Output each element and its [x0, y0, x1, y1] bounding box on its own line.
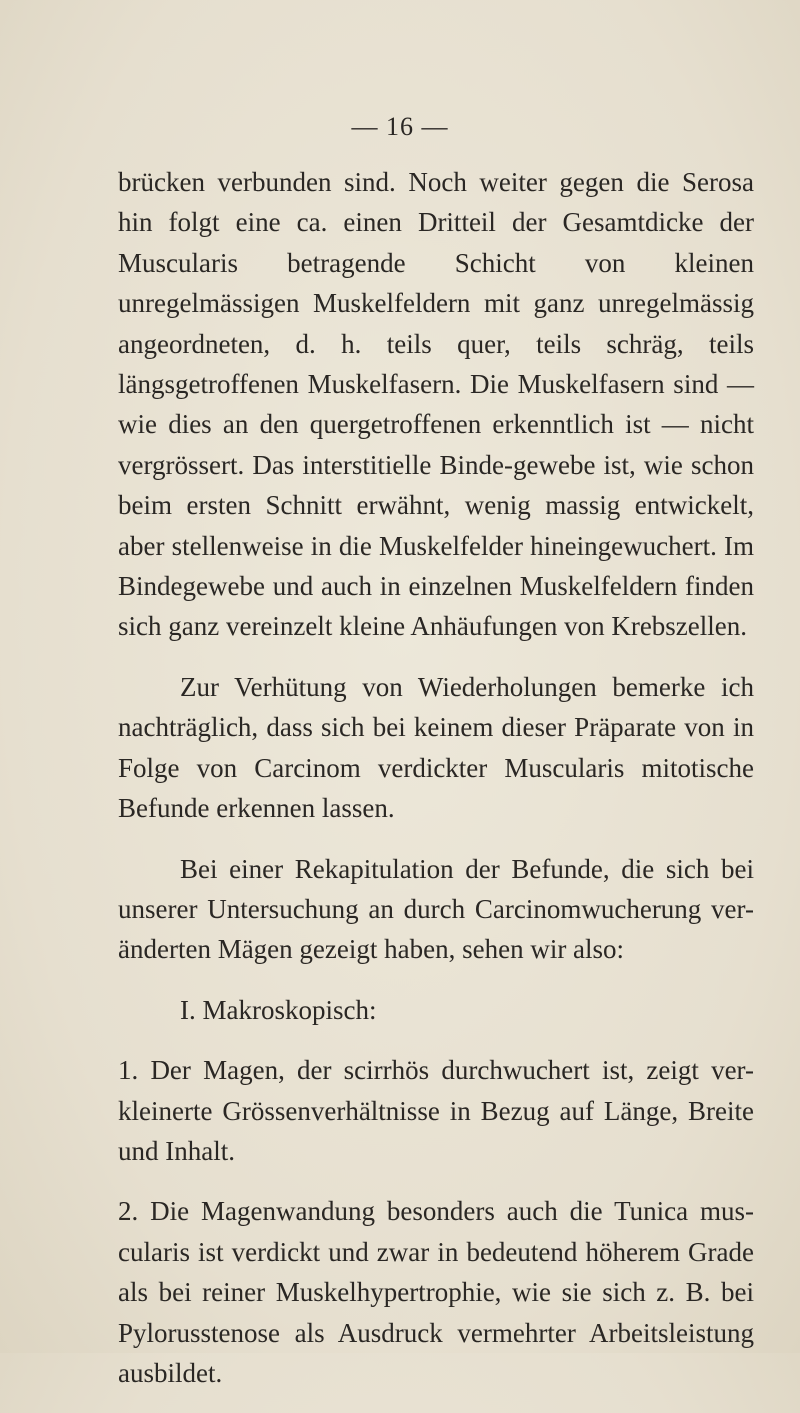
section-heading: I. Makroskopisch: — [180, 994, 377, 1025]
list-item-number: 1. — [118, 1055, 151, 1086]
paragraph-remark: Zur Verhütung von Wiederholungen bemerke ich nachträglich, dass sich bei keinem dieser Präparate von in Folge von Carcinom verdickter Muscularis mitotische Befunde erkennen lassen. — [118, 671, 754, 824]
page-number: — 16 — — [351, 112, 449, 141]
paragraph-recapitulation: Bei einer Rekapitulation der Befunde, die sich bei unserer Untersuchung an durch Carcinomwucherung ver-änderten Mägen gezeigt haben, sehen wir also: — [118, 853, 754, 965]
list-item-number: 2. — [118, 1196, 151, 1227]
list-item-text: Der Magen, der scirrhös durchwuchert ist, zeigt ver-kleinerte Grössenverhältnisse in Bezug auf Länge, Breite und Inhalt. — [118, 1055, 754, 1166]
body-text — [118, 162, 754, 1413]
paragraph-continuation: brücken verbunden sind. Noch weiter gegen die Serosa hin folgt eine ca. einen Dritteil der Gesamtdicke der Muscularis betragende Schicht von kleinen unregelmässigen Muskelfeldern mit ganz unregelmässig angeordneten, d. h. teils quer, teils schräg, teils längsgetroffenen Muskelfasern. Die Muskelfasern sind — wie dies an den quergetroffenen erkenntlich ist — nicht vergrössert. Das interstitielle Binde-gewebe ist, wie schon beim ersten Schnitt erwähnt, wenig massig entwickelt, aber stellenweise in die Muskelfelder hineingewuchert. Im Bindegewebe und auch in einzelnen Muskelfeldern finden sich ganz vereinzelt kleine Anhäufungen von Krebszellen. — [118, 167, 754, 642]
list-item — [118, 1191, 754, 1393]
list-item-text: Die Magenwandung besonders auch die Tunica mus-cularis ist verdickt und zwar in bedeutend höherem Grade als bei reiner Muskelhypertrophie, wie sie sich z. B. bei Pylorusstenose als Ausdruck vermehrter Arbeitsleistung ausbildet. — [118, 1196, 754, 1388]
list-item — [118, 1050, 754, 1171]
